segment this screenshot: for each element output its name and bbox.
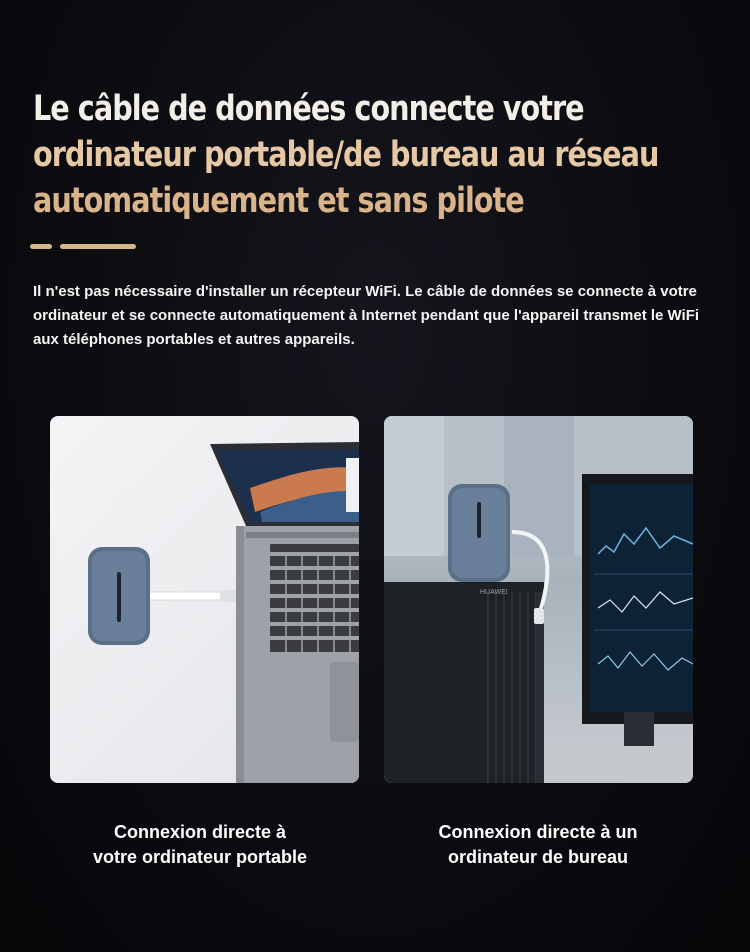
laptop-screen bbox=[210, 442, 359, 526]
laptop-connection-image bbox=[50, 416, 359, 783]
mobile-wifi-device bbox=[88, 547, 150, 645]
brand-label: HUAWEI bbox=[480, 589, 508, 596]
description: Il n'est pas nécessaire d'installer un récepteur WiFi. Le câble de données se connecte à votre ordinateur et se connecte automatiquement à Internet pendant que l'appareil transmet le WiFi aux téléphones portables et autres appareils. bbox=[33, 283, 700, 348]
desktop-monitor bbox=[582, 474, 693, 783]
laptop-keyboard bbox=[236, 526, 359, 783]
mobile-wifi-device bbox=[448, 484, 510, 582]
caption-laptop-line-1: Connexion directe à bbox=[113, 822, 287, 842]
headline-line-2: ordinateur portable/de bureau au réseau bbox=[33, 135, 659, 175]
desktop-connection-image bbox=[384, 416, 693, 783]
headline-line-3: automatiquement et sans pilote bbox=[33, 181, 524, 221]
caption-laptop-line-2: votre ordinateur portable bbox=[92, 847, 308, 867]
caption-desktop bbox=[378, 820, 698, 870]
headline bbox=[33, 86, 723, 224]
accent-bar-short bbox=[30, 244, 52, 249]
headline-line-1: Le câble de données connecte votre bbox=[33, 89, 584, 129]
desktop-tower bbox=[384, 582, 544, 783]
accent-bar-long bbox=[60, 244, 136, 249]
caption-laptop bbox=[40, 820, 360, 870]
caption-desktop-line-1: Connexion directe à un bbox=[438, 822, 638, 842]
caption-desktop-line-2: ordinateur de bureau bbox=[447, 847, 629, 867]
